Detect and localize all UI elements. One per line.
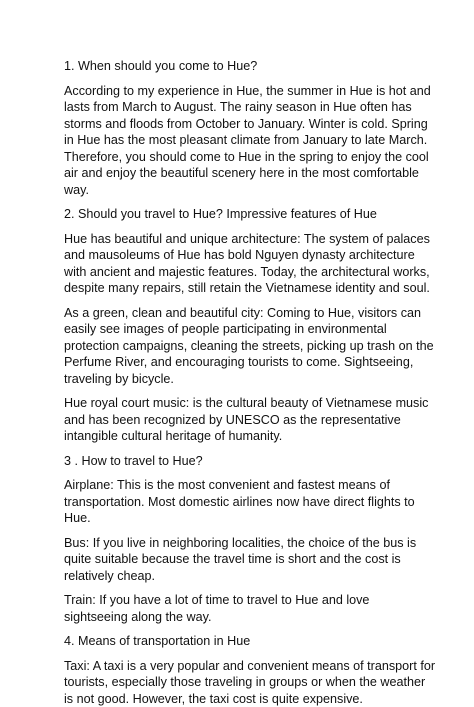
section-4-paragraph-1: Taxi: A taxi is a very popular and convenient means of transport for tourists, especially those traveling in groups or when the weather is not good. However, the taxi cost is quite expensive. xyxy=(64,658,436,707)
section-1-heading: 1. When should you come to Hue? xyxy=(64,58,436,75)
section-3-heading: 3 . How to travel to Hue? xyxy=(64,453,436,470)
section-2-heading: 2. Should you travel to Hue? Impressive features of Hue xyxy=(64,206,436,223)
section-2-paragraph-1: Hue has beautiful and unique architecture: The system of palaces and mausoleums of Hue has bold Nguyen dynasty architecture with ancient and majestic features. Today, the architectural works, despite many repairs, still retain the Vietnamese identity and soul. xyxy=(64,231,436,297)
section-1-paragraph-1: According to my experience in Hue, the summer in Hue is hot and lasts from March to August. The rainy season in Hue often has storms and floods from October to January. Winter is cold. Spring in Hue has the most pleasant climate from January to late March. Therefore, you should come to Hue in the spring to enjoy the cool air and enjoy the beautiful scenery here in the most comfortable way. xyxy=(64,83,436,199)
section-4-heading: 4. Means of transportation in Hue xyxy=(64,633,436,650)
section-3-paragraph-3: Train: If you have a lot of time to travel to Hue and love sightseeing along the way. xyxy=(64,592,436,625)
section-3-paragraph-1: Airplane: This is the most convenient and fastest means of transportation. Most domestic airlines now have direct flights to Hue. xyxy=(64,477,436,527)
section-2-paragraph-2: As a green, clean and beautiful city: Coming to Hue, visitors can easily see images of people participating in environmental protection campaigns, cleaning the streets, picking up trash on the Perfume River, and encouraging tourists to come. Sightseeing, traveling by bicycle. xyxy=(64,305,436,388)
section-3-paragraph-2: Bus: If you live in neighboring localities, the choice of the bus is quite suitable because the travel time is short and the cost is relatively cheap. xyxy=(64,535,436,585)
section-2-paragraph-3: Hue royal court music: is the cultural beauty of Vietnamese music and has been recognized by UNESCO as the representative intangible cultural heritage of humanity. xyxy=(64,395,436,445)
